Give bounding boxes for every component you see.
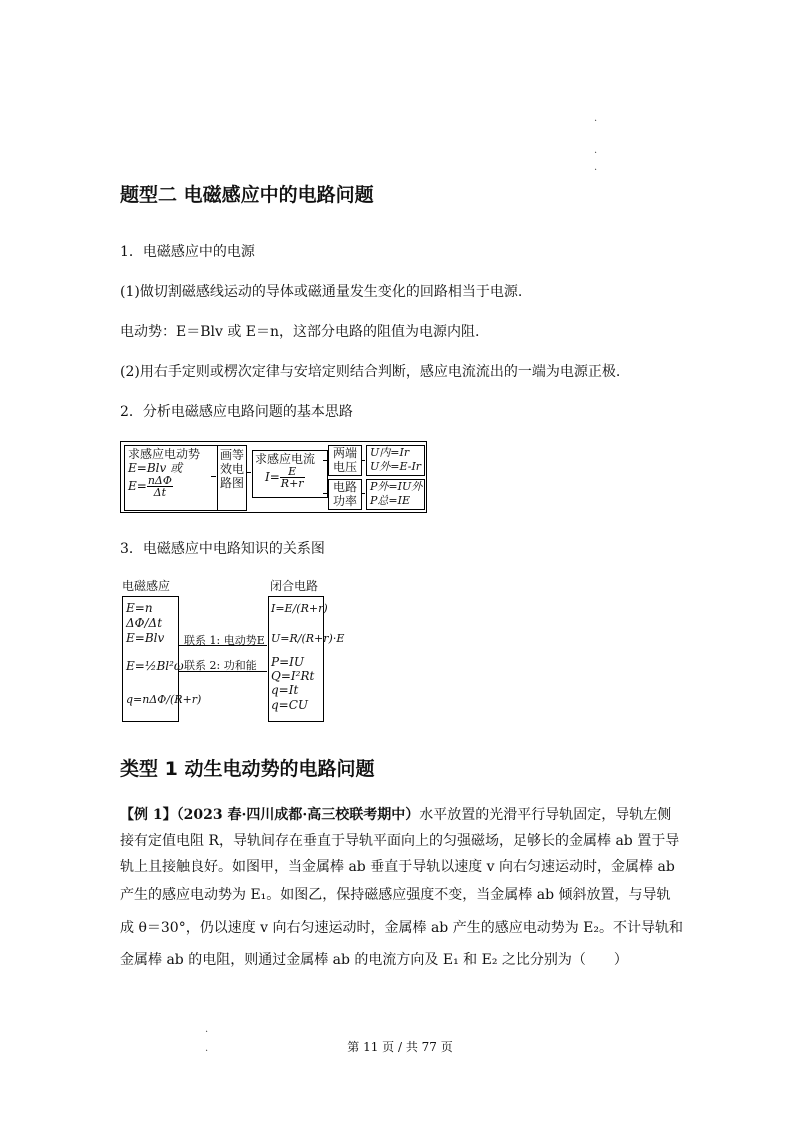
example-source: （2023 春·四川成都·高三校联考期中） (176, 807, 420, 823)
flow-text: 求感应电动势 (128, 447, 201, 461)
example-line: 金属棒 ab 的电阻，则通过金属棒 ab 的电流方向及 E₁ 和 E₂ 之比分别为（ ） (120, 952, 628, 968)
flow-box-circuit (217, 445, 247, 511)
flow-text: 两端 (332, 446, 357, 460)
example-line: 产生的感应电动势为 E₁。如图乙，保持磁感应强度不变，当金属棒 ab 倾斜放置，与导轨 (120, 887, 671, 903)
flow-frac-den: Δt (153, 486, 167, 499)
decor-dot: · (594, 116, 598, 127)
relation-formula: Q=I²Rt (271, 669, 315, 683)
page-footer: 第 11 页 / 共 77 页 (347, 1040, 453, 1054)
flow-frac-num: nΔΦ (147, 474, 172, 487)
flow-text: E= (128, 479, 147, 493)
flow-frac-num: E (280, 466, 305, 478)
flow-text: I= (265, 470, 280, 484)
flow-box-u (366, 445, 425, 476)
relation-formula: E=Blv (126, 631, 165, 645)
relation-formula: E=½Bl²ω (126, 659, 184, 673)
flow-arrow (323, 493, 327, 494)
flow-arrow (323, 460, 327, 461)
paragraph: (2)用右手定则或楞次定律与安培定则结合判断，感应电流流出的一端为电源正极. (120, 364, 621, 380)
flow-text: 求感应电流 (255, 452, 316, 466)
paragraph: (1)做切割磁感线运动的导体或磁通量发生变化的回路相当于电源. (120, 284, 523, 300)
paragraph: 1．电磁感应中的电源 (120, 244, 255, 260)
flow-box-power (328, 479, 362, 510)
decor-dot: · (205, 1046, 209, 1057)
decor-dot: · (594, 165, 598, 176)
flow-box-voltage (328, 445, 362, 476)
decor-dot: · (205, 1027, 209, 1038)
flow-text: E=Blv 或 (128, 461, 183, 475)
flow-text: 画等 (219, 448, 244, 462)
flow-arrow (246, 472, 251, 473)
example-line: 水平放置的光滑平行导轨固定，导轨左侧 (419, 807, 672, 823)
flow-text: 功率 (332, 494, 357, 508)
relation-formula: U=R/(R+r)·E (271, 632, 345, 645)
flow-text: 效电 (219, 462, 244, 476)
relation-left-title: 电磁感应 (122, 579, 171, 593)
example-line: 接有定值电阻 R，导轨间存在垂直于导轨平面向上的匀强磁场，足够长的金属棒 ab 置于导 (120, 833, 680, 849)
flow-text: P外=IU外 (370, 480, 423, 493)
relation-formula: q=It (271, 683, 299, 697)
flow-box-emf (124, 445, 218, 511)
relation-arrow (178, 645, 267, 646)
flow-text: 路图 (219, 476, 244, 490)
flow-text: P总=IE (370, 494, 410, 507)
flow-arrow (211, 476, 216, 477)
paragraph: 2．分析电磁感应电路问题的基本思路 (120, 404, 353, 420)
flow-text: U内=Ir (370, 446, 410, 459)
flow-box-p (366, 479, 425, 510)
example-line: 成 θ＝30°，仍以速度 v 向右匀速运动时，金属棒 ab 产生的感应电动势为 E₂。不计导轨和 (120, 920, 683, 936)
flow-text: 电路 (332, 480, 357, 494)
relation-formula: E=n ΔΦ/Δt (126, 601, 163, 630)
flow-arrow (361, 460, 365, 461)
relation-arrow (178, 671, 267, 672)
section-heading: 题型二 电磁感应中的电路问题 (120, 184, 374, 206)
type-heading: 类型 1 动生电动势的电路问题 (120, 758, 375, 780)
relation-right-title: 闭合电路 (270, 579, 319, 593)
relation-formula: P=IU (271, 655, 304, 669)
paragraph: 3．电磁感应中电路知识的关系图 (120, 541, 325, 557)
flow-text: U外=E-Ir (370, 460, 422, 473)
relation-right-box (268, 596, 345, 722)
relation-formula: q=CU (271, 698, 309, 712)
flow-text: 电压 (332, 460, 357, 474)
relation-link-2: 联系 2: 功和能 (184, 659, 257, 672)
decor-dot: · (594, 148, 598, 159)
flow-arrow (361, 493, 365, 494)
flow-frac-den: R+r (280, 477, 304, 490)
relation-link-1: 联系 1: 电动势E (184, 634, 265, 647)
relation-formula: q=nΔΦ/(R+r) (126, 693, 202, 706)
example-tag: 【例 1】 (120, 807, 177, 823)
example-line: 轨上且接触良好。如图甲，当金属棒 ab 垂直于导轨以速度 v 向右匀速运动时，金属棒 ab (120, 859, 675, 875)
flow-box-current (252, 450, 328, 498)
relation-formula: I=E/(R+r) (271, 602, 328, 615)
paragraph: 电动势：E＝Blv 或 E＝n，这部分电路的阻值为电源内阻. (120, 324, 480, 340)
relation-left-box (122, 596, 202, 722)
